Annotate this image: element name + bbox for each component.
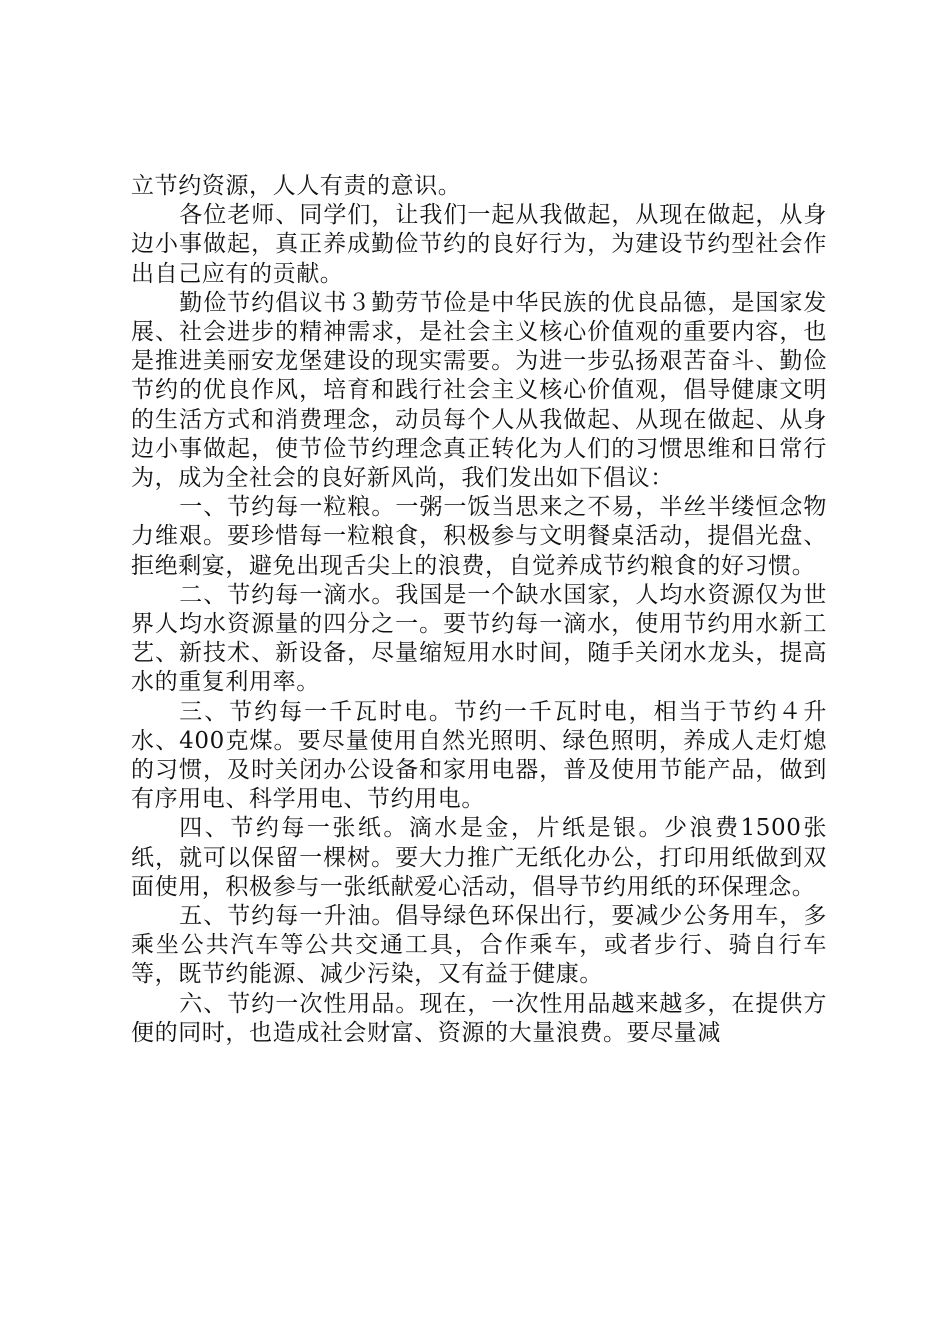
paragraph-continuation: 立节约资源，人人有责的意识。 [131,173,462,199]
paragraph-save-oil: 五、节约每一升油。倡导绿色环保出行，要减少公务用车，多乘坐公共汽车等公共交通工具，合作乘车，或者步行、骑自行车等，既节约能源、减少污染，又有益于健康。 [131,903,827,988]
paragraph-save-water: 二、节约每一滴水。我国是一个缺水国家，人均水资源仅为世界人均水资源量的四分之一。要节约每一滴水，使用节约用水新工艺、新技术、新设备，尽量缩短用水时间，随手关闭水龙头，提高水的重复利用率。 [131,581,827,696]
paragraph-save-grain: 一、节约每一粒粮。一粥一饭当思来之不易，半丝半缕恒念物力维艰。要珍惜每一粒粮食，积极参与文明餐桌活动，提倡光盘、拒绝剩宴，避免出现舌尖上的浪费，自觉养成节约粮食的好习惯。 [131,494,827,579]
paragraph-call-to-action: 各位老师、同学们，让我们一起从我做起，从现在做起，从身边小事做起，真正养成勤俭节约的良好行为，为建设节约型社会作出自己应有的贡献。 [131,202,827,287]
document-body [131,172,827,1048]
paragraph-save-paper: 四、节约每一张纸。滴水是金，片纸是银。少浪费1500张纸，就可以保留一棵树。要大力推广无纸化办公，打印用纸做到双面使用，积极参与一张纸献爱心活动，倡导节约用纸的环保理念。 [131,815,827,900]
paragraph-proposal-intro: 勤俭节约倡议书３勤劳节俭是中华民族的优良品德，是国家发展、社会进步的精神需求，是社会主义核心价值观的重要内容，也是推进美丽安龙堡建设的现实需要。为进一步弘扬艰苦奋斗、勤俭节约的优良作风，培育和践行社会主义核心价值观，倡导健康文明的生活方式和消费理念，动员每个人从我做起、从现在做起、从身边小事做起，使节俭节约理念真正转化为人们的习惯思维和日常行为，成为全社会的良好新风尚，我们发出如下倡议： [131,289,827,492]
paragraph-save-electricity: 三、节约每一千瓦时电。节约一千瓦时电，相当于节约４升水、400克煤。要尽量使用自然光照明、绿色照明，养成人走灯熄的习惯，及时关闭办公设备和家用电器，普及使用节能产品，做到有序用电、科学用电、节约用电。 [131,698,827,813]
paragraph-save-disposables: 六、节约一次性用品。现在，一次性用品越来越多，在提供方便的同时，也造成社会财富、资源的大量浪费。要尽量减 [131,990,827,1046]
